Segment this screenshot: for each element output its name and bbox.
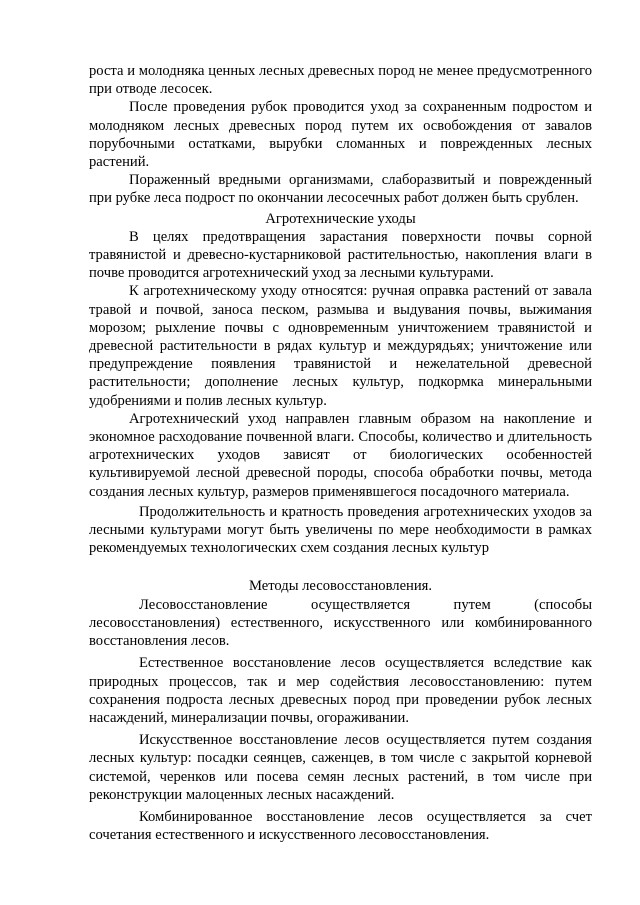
heading-reforestation-methods: Методы лесовосстановления. [248,578,433,595]
document-page [89,62,592,844]
paragraph-agrotechnical-purpose: В целях предотвращения зарастания поверхности почвы сорной травянистой и древесно-кустарниковой растительностью, накопления влаги в почве проводится агротехнический уход за лесными культурами. [89,228,592,282]
heading-agrotechnical-care: Агротехнические уходы [265,210,416,227]
paragraph-reforestation-types: Лесовосстановление осуществляется путем (способы лесовосстановления) естественного, искусственного или комбинированного восстановления лесов. [89,596,592,650]
paragraph-artificial-reforestation: Искусственное восстановление лесов осуществляется путем создания лесных культур: посадки сеянцев, саженцев, в том числе с закрытой корневой системой, черенков или посева семян лесных растений, в том числе при реконструкции малоценных лесных насаждений. [89,732,592,803]
paragraph-care-after-felling: После проведения рубок проводится уход за сохраненным подростом и молодняком лесных древесных пород путем их освобождения от завалов порубочными остатками, вырубки сломанных и поврежденных лесных растений. [89,99,592,171]
paragraph-natural-reforestation: Естественное восстановление лесов осуществляется вследствие как природных процессов, так и мер содействия лесовосстановлению: путем сохранения подроста лесных древесных пород при проведении рубок лесных насаждений, минерализации почвы, огораживании. [89,655,592,726]
paragraph-care-duration: Продолжительность и кратность проведения агротехнических уходов за лесными культурами могут быть увеличены по мере необходимости в рамках рекомендуемых технологических схем создания лесных культур [89,503,592,557]
paragraph-agrotechnical-moisture: Агротехнический уход направлен главным образом на накопление и экономное расходование почвенной влаги. Способы, количество и длительность агротехнических уходов зависят от биологических особенностей культивируемой лесной древесной породы, способа обработки почвы, метода создания лесных культур, размеров применявшегося посадочного материала. [89,410,592,500]
paragraph-agrotechnical-list: К агротехническому уходу относятся: ручная оправка растений от завала травой и почвой, заноса песком, размыва и выдувания почвы, выжимания морозом; рыхление почвы с одновременным уничтожением травянистой и древесной растительности в рядах культур и междурядьях; уничтожение или предупреждение появления травянистой и нежелательной древесной растительности; дополнение лесных культур, подкормка минеральными удобрениями и полив лесных культур. [89,283,592,409]
paragraph-combined-reforestation: Комбинированное восстановление лесов осуществляется за счет сочетания естественного и искусственного лесовосстановления. [89,808,592,844]
paragraph-continuation: роста и молодняка ценных лесных древесных пород не менее предусмотренного при отводе лесосек. [89,63,592,98]
paragraph-damaged-undergrowth: Пораженный вредными организмами, слаборазвитый и поврежденный при рубке леса подрост по окончании лесосечных работ должен быть срублен. [89,172,592,207]
